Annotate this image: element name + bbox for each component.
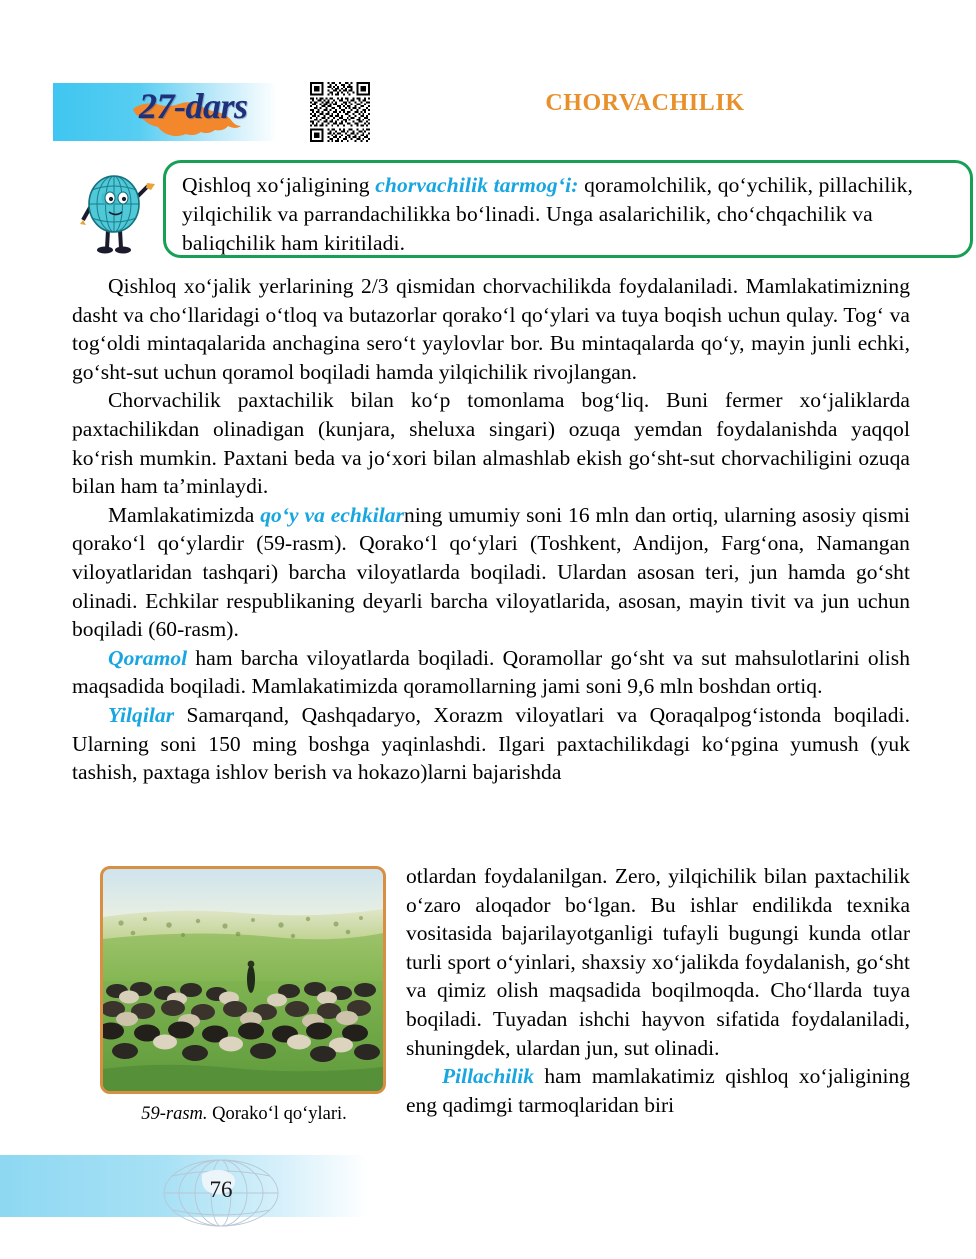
definition-text-after: qoramolchilik, qo‘ychilik, pillachilik, yilqichilik va parrandachilikka bo‘linadi. Unga asalarichilik, cho‘chqachilik va baliqchilik ham kiritiladi. xyxy=(182,173,914,255)
lesson-number-badge xyxy=(53,83,278,141)
definition-callout xyxy=(75,160,914,265)
paragraph-2: Chorvachilik paxtachilik bilan ko‘p tomonlama bog‘liq. Buni fermer xo‘jaliklarda paxtachilikdan olinadigan (kunjara, sheluxa singari) ozuqa yemdan foydalanishda yaqqol ko‘rish mumkin. Paxtani beda va jo‘xori bilan almashlab ekish go‘sht-sut chorvachiligini ozuqa bilan ham ta’minlaydi. xyxy=(72,388,910,499)
page-number: 76 xyxy=(209,1177,233,1202)
definition-key-term: chorvachilik tarmog‘i: xyxy=(375,173,579,197)
globe-mascot-icon xyxy=(78,168,160,260)
figure-caption xyxy=(100,1102,388,1126)
figure-caption-text: Qorako‘l qo‘ylari. xyxy=(207,1104,347,1124)
paragraph-7-key-term: Pillachilik xyxy=(442,1064,534,1089)
paragraph-7-after: ham mamlakatimiz qishloq xo‘jaligining eng qadimgi tarmoqlaridan biri xyxy=(406,1064,910,1117)
paragraph-3-key-term: qo‘y va echkilar xyxy=(260,502,405,527)
lesson-badge-label: 27-dars xyxy=(139,86,248,126)
paragraph-1: Qishloq xo‘jalik yerlarining 2/3 qismidan chorvachilikda foydalaniladi. Mamlakatimizning dasht va cho‘llaridagi o‘tloq va butazorlar qorako‘l qo‘ylari va tuya boqish uchun qulay. Tog‘ va tog‘oldi mintaqalarida anchagina sero‘t yaylovlar bor. Bu mintaqalarda qo‘y, mayin junli echki, go‘sht-sut uchun qoramol boqiladi hamda yilqichilik rivojlangan. xyxy=(72,274,910,384)
paragraph-3 xyxy=(72,501,910,644)
paragraph-6: otlardan foydalanilgan. Zero, yilqichilik bilan paxtachilik o‘zaro aloqador bo‘lgan. Bu ishlar endilikda texnika vositasida bajarilayotganligi tufayli bugungi kunda otlar turli sport o‘yinlari, shaxsiy xo‘jalikda foydalanish, go‘sht va qimiz olish maqsadida boqilmoqda. Cho‘llarda tuya boqiladi. Tuyadan ishchi hayvon sifatida foydalaniladi, shuningdek, ulardan jun, sut olinadi. xyxy=(406,864,910,1060)
paragraph-3-after: ning umumiy soni 16 mln dan ortiq, ularning asosiy qismi qorako‘l qo‘ylardir (59-rasm). Qorako‘l qo‘ylari (Toshkent, Andijon, Farg‘ona, Namangan viloyatlaridan tashqari) barcha viloyatlarda boqiladi. Ulardan asosan teri, jun hamda go‘sht olinadi. Echkilar respublikaning deyarli barcha viloyatlarida, asosan, mayin tivit va jun uchun boqiladi (60-rasm). xyxy=(72,502,910,642)
paragraph-5 xyxy=(72,701,910,787)
definition-box xyxy=(163,160,973,258)
paragraph-4-after: ham barcha viloyatlarda boqiladi. Qoramollar go‘sht va sut mahsulotlarini olish maqsadida boqiladi. Mamlakatimizda qoramollarning jami soni 9,6 mln boshdan ortiq. xyxy=(72,645,910,699)
page-header xyxy=(0,0,976,150)
definition-text-before: Qishloq xo‘jaligining xyxy=(182,173,376,197)
paragraph-5-after: Samarqand, Qashqadaryo, Xorazm viloyatlari va Qoraqalpog‘istonda boqiladi. Ularning soni 150 ming boshga yaqinlashdi. Ilgari paxtachilikdagi ko‘pgina yumush (yuk tashish, paxtaga ishlov berish va hokazo)larni bajarishda xyxy=(72,702,910,785)
paragraph-5-key-term: Yilqilar xyxy=(108,702,175,727)
paragraph-4 xyxy=(72,644,910,701)
page-footer xyxy=(0,1153,976,1259)
karakul-sheep-flock-photo xyxy=(100,866,386,1094)
figure-caption-number: 59-rasm. xyxy=(141,1104,208,1124)
article-body xyxy=(72,272,910,787)
paragraph-3-before: Mamlakatimizda xyxy=(108,502,261,527)
paragraph-4-key-term: Qoramol xyxy=(108,645,188,670)
qr-code-icon[interactable] xyxy=(308,80,372,144)
figure-and-wrapped-text xyxy=(72,862,910,1126)
page-title: CHORVACHILIK xyxy=(545,90,745,116)
figure-59 xyxy=(100,866,388,1126)
definition-text xyxy=(182,171,956,258)
